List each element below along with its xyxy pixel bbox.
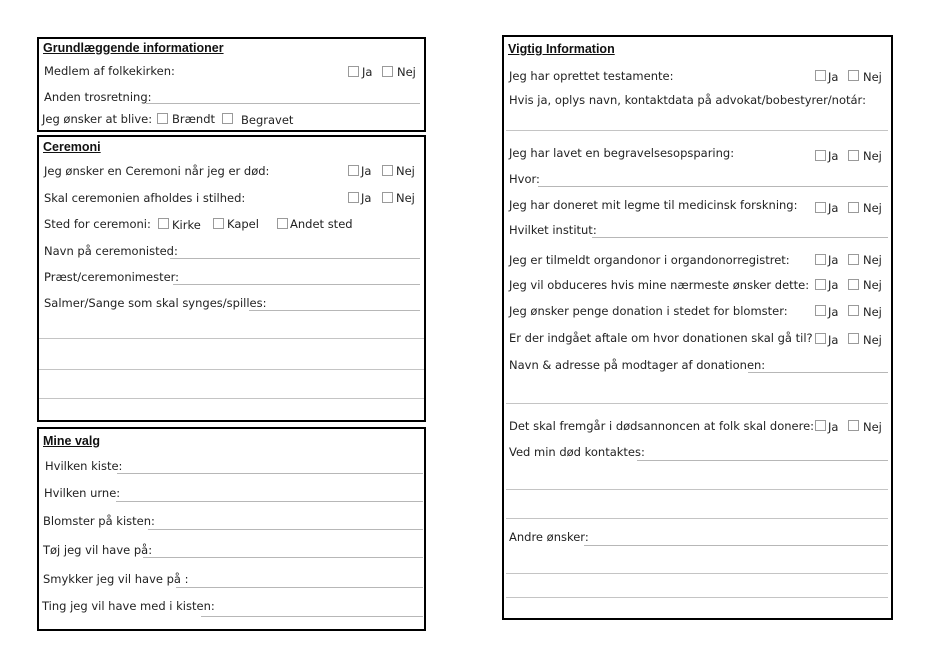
chapel-checkbox[interactable] — [213, 218, 224, 229]
basic-info-title: Grundlæggende informationer — [43, 41, 224, 55]
other-wishes-line-2[interactable] — [506, 573, 888, 574]
urn-label: Hvilken urne: — [44, 486, 121, 500]
other-place-checkbox[interactable] — [277, 218, 288, 229]
savings-no-label: Nej — [863, 149, 882, 163]
obituary-donate-no-label: Nej — [863, 420, 882, 434]
will-yes-label: Ja — [828, 70, 839, 84]
other-faith-label: Anden trosretning: — [44, 90, 152, 104]
savings-no-checkbox[interactable] — [848, 150, 859, 161]
donation-recipient-line-2[interactable] — [506, 403, 888, 404]
institute-field[interactable] — [592, 237, 888, 238]
priest-field[interactable] — [173, 284, 420, 285]
savings-yes-checkbox[interactable] — [815, 150, 826, 161]
chapel-label: Kapel — [227, 217, 259, 231]
will-label: Jeg har oprettet testamente: — [509, 69, 674, 83]
will-no-label: Nej — [863, 70, 882, 84]
ceremony-silence-label: Skal ceremonien afholdes i stilhed: — [44, 191, 246, 205]
church-checkbox[interactable] — [158, 218, 169, 229]
donation-agreement-no-checkbox[interactable] — [848, 333, 859, 344]
obituary-donate-label: Det skal fremgår i dødsannoncen at folk skal donere: — [509, 419, 815, 433]
autopsy-yes-label: Ja — [828, 278, 839, 292]
where-label: Hvor: — [509, 172, 540, 186]
donation-recipient-label: Navn & adresse på modtager af donationen: — [509, 358, 766, 372]
ceremony-want-no-label: Nej — [396, 164, 415, 178]
officiant-name-field[interactable] — [170, 258, 420, 259]
donated-body-no-label: Nej — [863, 201, 882, 215]
coffin-label: Hvilken kiste: — [45, 459, 123, 473]
autopsy-yes-checkbox[interactable] — [815, 279, 826, 290]
donation-agreement-yes-label: Ja — [828, 333, 839, 347]
donated-body-yes-checkbox[interactable] — [815, 202, 826, 213]
money-donation-yes-label: Ja — [828, 305, 839, 319]
ceremony-title: Ceremoni — [43, 140, 101, 154]
donation-recipient-field[interactable] — [748, 372, 888, 373]
institute-label: Hvilket institut: — [509, 223, 597, 237]
flowers-label: Blomster på kisten: — [43, 514, 155, 528]
death-contact-line-3[interactable] — [506, 518, 888, 519]
hymns-label: Salmer/Sange som skal synges/spilles: — [44, 296, 267, 310]
ceremony-place-label: Sted for ceremoni: — [44, 217, 151, 231]
items-label: Ting jeg vil have med i kisten: — [42, 599, 215, 613]
hymns-line-4[interactable] — [39, 398, 424, 399]
autopsy-no-checkbox[interactable] — [848, 279, 859, 290]
church-member-yes-label: Ja — [362, 65, 373, 79]
church-member-yes-checkbox[interactable] — [348, 66, 359, 77]
donation-agreement-yes-checkbox[interactable] — [815, 333, 826, 344]
cremated-checkbox[interactable] — [157, 113, 168, 124]
other-wishes-line-3[interactable] — [506, 597, 888, 598]
ceremony-silence-yes-label: Ja — [361, 191, 372, 205]
donated-body-yes-label: Ja — [828, 201, 839, 215]
will-yes-checkbox[interactable] — [815, 70, 826, 81]
other-wishes-field[interactable] — [584, 545, 888, 546]
ceremony-want-yes-label: Ja — [361, 164, 372, 178]
will-no-checkbox[interactable] — [848, 70, 859, 81]
ceremony-silence-no-label: Nej — [396, 191, 415, 205]
organ-donor-no-label: Nej — [863, 253, 882, 267]
my-choices-title: Mine valg — [43, 434, 100, 448]
hymns-line-3[interactable] — [39, 369, 424, 370]
donation-agreement-no-label: Nej — [863, 333, 882, 347]
church-label: Kirke — [172, 218, 201, 232]
items-field[interactable] — [201, 616, 423, 617]
ceremony-silence-no-checkbox[interactable] — [382, 192, 393, 203]
obituary-donate-yes-label: Ja — [828, 420, 839, 434]
where-field[interactable] — [538, 186, 888, 187]
donation-agreement-label: Er der indgået aftale om hvor donationen skal gå til? — [509, 331, 813, 345]
donated-body-label: Jeg har doneret mit legme til medicinsk forskning: — [509, 198, 798, 212]
clothes-field[interactable] — [143, 557, 423, 558]
coffin-field[interactable] — [117, 473, 423, 474]
death-contact-label: Ved min død kontaktes: — [509, 445, 645, 459]
organ-donor-no-checkbox[interactable] — [848, 254, 859, 265]
organ-donor-label: Jeg er tilmeldt organdonor i organdonorregistret: — [509, 253, 790, 267]
clothes-label: Tøj jeg vil have på: — [43, 543, 153, 557]
jewelry-label: Smykker jeg vil have på : — [43, 572, 189, 586]
autopsy-no-label: Nej — [863, 278, 882, 292]
officiant-name-label: Navn på ceremonisted: — [44, 244, 178, 258]
savings-label: Jeg har lavet en begravelsesopsparing: — [509, 146, 735, 160]
donated-body-no-checkbox[interactable] — [848, 202, 859, 213]
ceremony-want-no-checkbox[interactable] — [382, 165, 393, 176]
lawyer-label: Hvis ja, oplys navn, kontaktdata på advokat/bobestyrer/notár: — [509, 93, 866, 107]
obituary-donate-yes-checkbox[interactable] — [815, 420, 826, 431]
money-donation-yes-checkbox[interactable] — [815, 305, 826, 316]
church-member-no-checkbox[interactable] — [382, 66, 393, 77]
church-member-label: Medlem af folkekirken: — [44, 64, 175, 78]
other-wishes-label: Andre ønsker: — [509, 530, 589, 544]
urn-field[interactable] — [116, 501, 423, 502]
hymns-line-2[interactable] — [39, 338, 424, 339]
other-place-label: Andet sted — [290, 217, 353, 231]
death-contact-field[interactable] — [637, 460, 888, 461]
savings-yes-label: Ja — [828, 149, 839, 163]
organ-donor-yes-checkbox[interactable] — [815, 254, 826, 265]
important-info-title: Vigtig Information — [508, 42, 615, 56]
flowers-field[interactable] — [148, 529, 423, 530]
organ-donor-yes-label: Ja — [828, 253, 839, 267]
jewelry-field[interactable] — [176, 587, 423, 588]
buried-checkbox[interactable] — [222, 113, 233, 124]
priest-label: Præst/ceremonimester: — [44, 270, 180, 284]
church-member-no-label: Nej — [397, 65, 416, 79]
obituary-donate-no-checkbox[interactable] — [848, 420, 859, 431]
lawyer-field[interactable] — [506, 130, 888, 131]
hymns-field[interactable] — [249, 310, 420, 311]
money-donation-label: Jeg ønsker penge donation i stedet for blomster: — [509, 304, 788, 318]
money-donation-no-label: Nej — [863, 305, 882, 319]
other-faith-field[interactable] — [146, 103, 420, 104]
cremated-label: Brændt — [172, 112, 216, 126]
ceremony-want-yes-checkbox[interactable] — [348, 165, 359, 176]
money-donation-no-checkbox[interactable] — [848, 305, 859, 316]
death-contact-line-2[interactable] — [506, 489, 888, 490]
ceremony-want-label: Jeg ønsker en Ceremoni når jeg er død: — [44, 164, 270, 178]
buried-label: Begravet — [241, 113, 294, 127]
burial-wish-label: Jeg ønsker at blive: — [42, 112, 153, 126]
ceremony-silence-yes-checkbox[interactable] — [348, 192, 359, 203]
autopsy-label: Jeg vil obduceres hvis mine nærmeste ønsker dette: — [509, 278, 810, 292]
